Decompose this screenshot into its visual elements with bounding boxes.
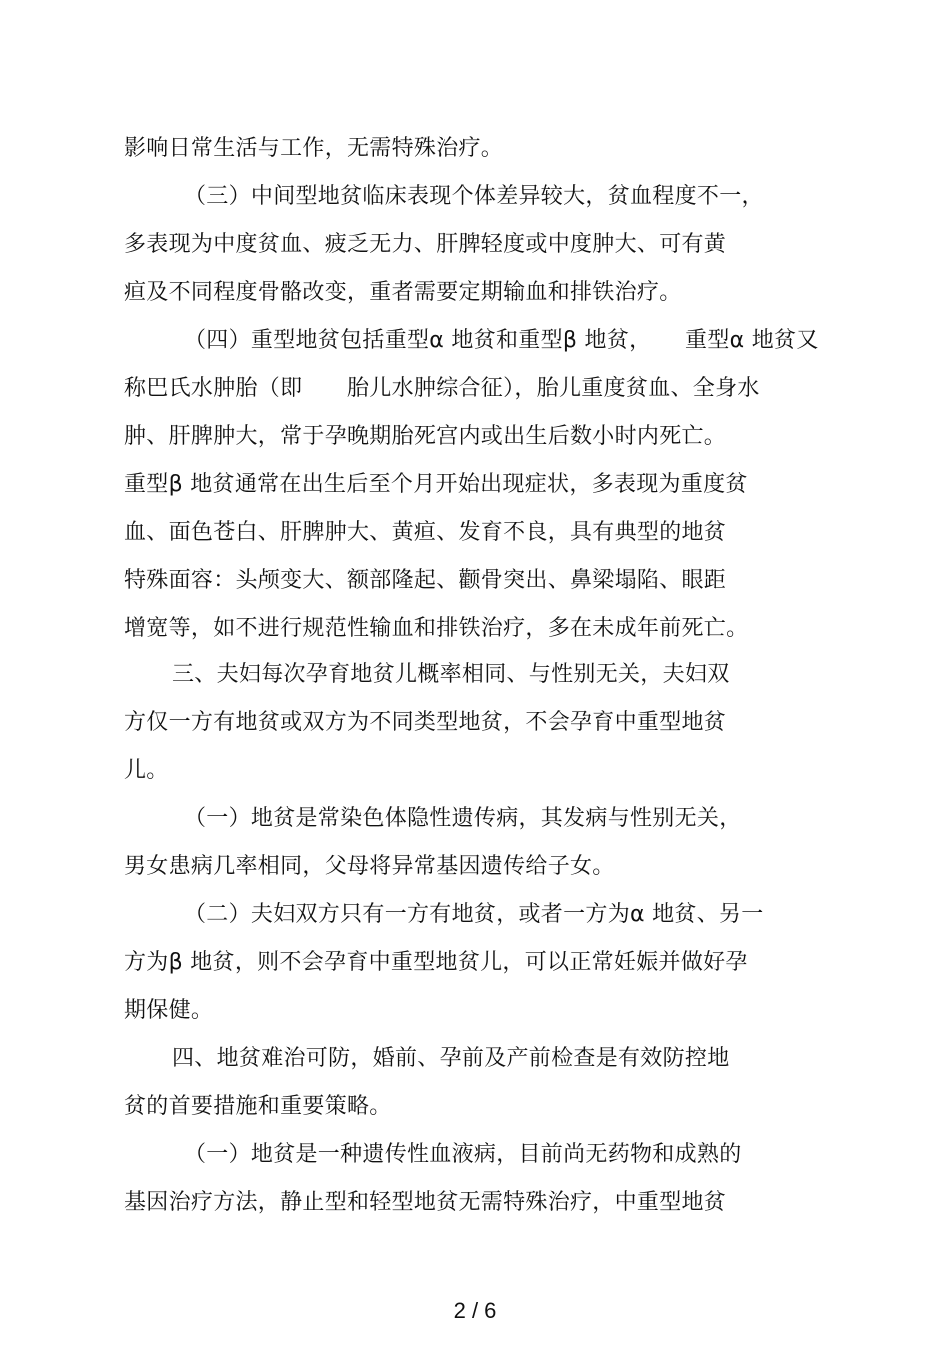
text-line: 血、面色苍白、肝脾肿大、黄疸、发育不良，具有典型的地贫 bbox=[124, 520, 727, 545]
text-line: 方仅一方有地贫或双方为不同类型地贫，不会孕育中重型地贫 bbox=[124, 710, 727, 735]
text-line: 四、地贫难治可防，婚前、孕前及产前检查是有效防控地 bbox=[172, 1046, 730, 1071]
text-line: 基因治疗方法，静止型和轻型地贫无需特殊治疗，中重型地贫 bbox=[124, 1190, 727, 1215]
text-line: 影响日常生活与工作，无需特殊治疗。 bbox=[124, 136, 504, 161]
text-line: 肿、肝脾肿大，常于孕晚期胎死宫内或出生后数小时内死亡。 bbox=[124, 424, 727, 449]
text-line: （二）夫妇双方只有一方有地贫，或者一方为α 地贫、另一 bbox=[184, 902, 764, 927]
text-line: 三、夫妇每次孕育地贫儿概率相同、与性别无关，夫妇双 bbox=[172, 662, 730, 687]
text-line: 特殊面容：头颅变大、额部隆起、颧骨突出、鼻梁塌陷、眼距 bbox=[124, 568, 727, 593]
text-line: （三）中间型地贫临床表现个体差异较大，贫血程度不一， bbox=[184, 184, 764, 209]
text-line: （四）重型地贫包括重型α 地贫和重型β 地贫， 重型α 地贫又 bbox=[184, 328, 819, 353]
text-line: 重型β 地贫通常在出生后至个月开始出现症状，多表现为重度贫 bbox=[124, 472, 748, 497]
text-line: 疸及不同程度骨骼改变，重者需要定期输血和排铁治疗。 bbox=[124, 280, 682, 305]
text-line: 贫的首要措施和重要策略。 bbox=[124, 1094, 392, 1119]
text-line: 期保健。 bbox=[124, 998, 214, 1023]
text-line: （一）地贫是常染色体隐性遗传病，其发病与性别无关， bbox=[184, 806, 742, 831]
text-line: 多表现为中度贫血、疲乏无力、肝脾轻度或中度肿大、可有黄 bbox=[124, 232, 727, 257]
text-line: 方为β 地贫，则不会孕育中重型地贫儿，可以正常妊娠并做好孕 bbox=[124, 950, 748, 975]
text-line: 增宽等，如不进行规范性输血和排铁治疗，多在未成年前死亡。 bbox=[124, 616, 749, 641]
text-line: （一）地贫是一种遗传性血液病，目前尚无药物和成熟的 bbox=[184, 1142, 742, 1167]
text-line: 男女患病几率相同，父母将异常基因遗传给子女。 bbox=[124, 854, 615, 879]
text-line: 称巴氏水肿胎（即 胎儿水肿综合征），胎儿重度贫血、全身水 bbox=[124, 376, 760, 401]
text-line: 儿。 bbox=[124, 758, 169, 783]
page-number: 2 / 6 bbox=[453, 1298, 497, 1323]
